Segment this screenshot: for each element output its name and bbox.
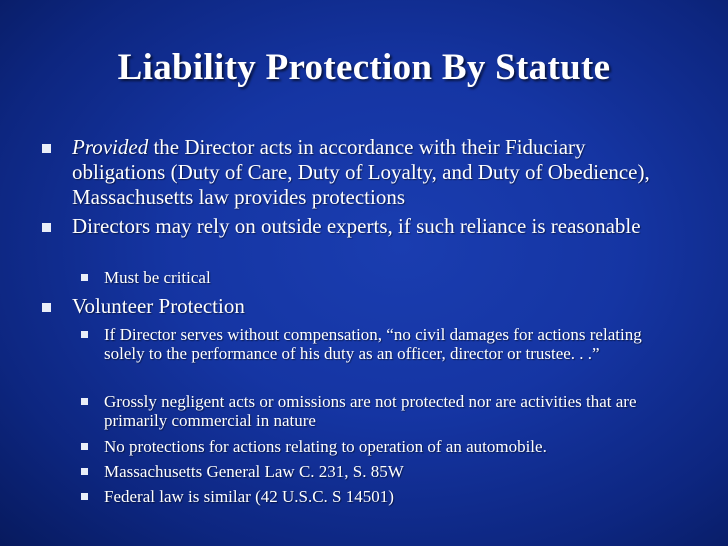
subbullet-text: If Director serves without compensation, “no civil damages for actions relating solely to the performance of his duty as an officer, director or trustee. . .” <box>104 325 642 363</box>
bullet-emphasis: Provided <box>72 135 149 159</box>
subbullet-text: Massachusetts General Law C. 231, S. 85W <box>104 462 404 481</box>
square-bullet-icon <box>81 274 88 281</box>
square-bullet-icon <box>81 468 88 475</box>
bullet-text: Volunteer Protection <box>72 294 245 318</box>
subbullet-mass-general-law <box>104 462 684 481</box>
bullet-text: Directors may rely on outside experts, if such reliance is reasonable <box>72 214 641 238</box>
subbullet-text: Federal law is similar (42 U.S.C. S 14501) <box>104 487 394 506</box>
slide-title: Liability Protection By Statute <box>117 47 611 88</box>
square-bullet-icon <box>42 223 51 232</box>
subbullet-text: No protections for actions relating to operation of an automobile. <box>104 437 547 456</box>
square-bullet-icon <box>81 398 88 405</box>
subbullet-grossly-negligent <box>104 392 684 430</box>
subbullet-federal-law <box>104 487 684 506</box>
square-bullet-icon <box>42 303 51 312</box>
subbullet-automobile <box>104 437 684 456</box>
subbullet-no-compensation <box>104 325 684 363</box>
bullet-text: the Director acts in accordance with their Fiduciary obligations (Duty of Care, Duty of Loyalty, and Duty of Obedience), Massachusetts law provides protections <box>72 135 650 209</box>
subbullet-text: Grossly negligent acts or omissions are not protected nor are activities that are primarily commercial in nature <box>104 392 637 430</box>
square-bullet-icon <box>42 144 51 153</box>
square-bullet-icon <box>81 443 88 450</box>
bullet-volunteer-protection <box>72 294 672 319</box>
bullet-outside-experts <box>72 214 672 239</box>
subbullet-text: Must be critical <box>104 268 211 287</box>
subbullet-must-be-critical <box>104 268 684 287</box>
square-bullet-icon <box>81 331 88 338</box>
square-bullet-icon <box>81 493 88 500</box>
bullet-fiduciary <box>72 135 672 210</box>
